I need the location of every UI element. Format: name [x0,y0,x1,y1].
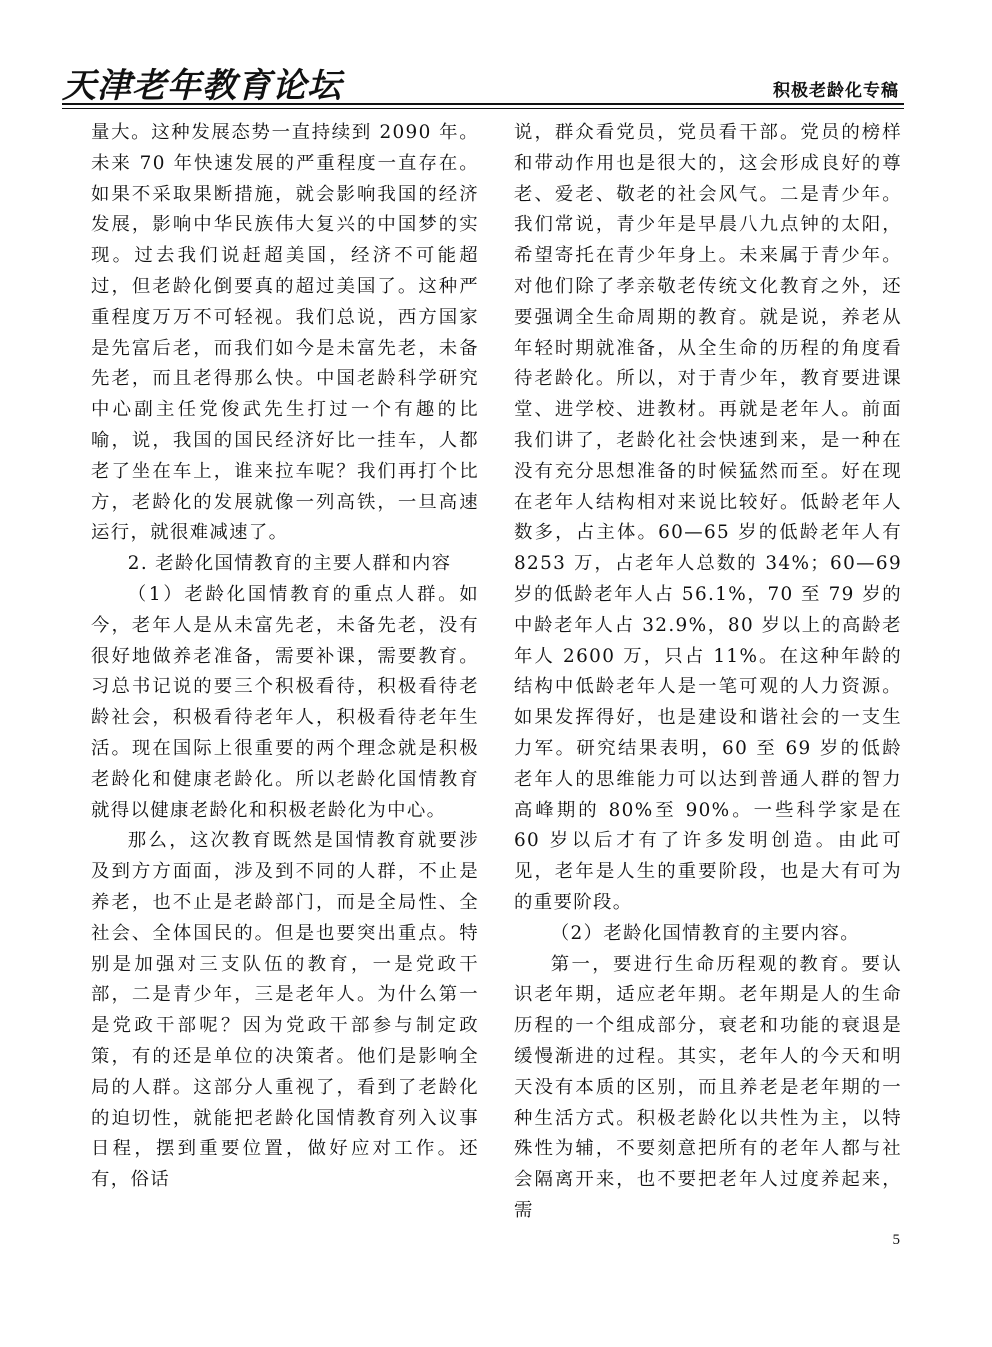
subsection-heading: （2）老龄化国情教育的主要内容。 [550,922,860,944]
paragraph: （1）老龄化国情教育的重点人群。如今，老年人是从未富先老，未备先老，没有很好地做养老准备，需要补课，需要教育。习总书记说的要三个积极看待，积极看待老龄社会，积极看待老年人，积极看待老年生活。现在国际上很重要的两个理念就是积极老龄化和健康老龄化。所以老龄化国情教育就得以健康老龄化和积极老龄化为中心。 [91,583,479,821]
paragraph: 量大。这种发展态势一直持续到 2090 年。未来 70 年快速发展的严重程度一直存在。如果不采取果断措施，就会影响我国的经济发展，影响中华民族伟大复兴的中国梦的实现。过去我们说赶超美国，经济不可能超过，但老龄化倒要真的超过美国了。这种严重程度万万不可轻视。我们总说，西方国家是先富后老，而我们如今是未富先老，未备先老，而且老得那么快。中国老龄科学研究中心副主任党俊武先生打过一个有趣的比喻，说，我国的国民经济好比一挂车，人都老了坐在车上，谁来拉车呢？我们再打个比方，老龄化的发展就像一列高铁，一旦高速运行，就很难减速了。 [91,122,479,544]
section-heading: 2. 老龄化国情教育的主要人群和内容 [127,553,452,575]
header-rule [62,103,904,105]
journal-title: 天津老年教育论坛 [62,66,342,106]
paragraph: 说，群众看党员，党员看干部。党员的榜样和带动作用也是很大的，这会形成良好的尊老、爱老、敬老的社会风气。二是青少年。我们常说，青少年是早晨八九点钟的太阳，希望寄托在青少年身上。未来属于青少年。对他们除了孝亲敬老传统文化教育之外，还要强调全生命周期的教育。就是说，养老从年轻时期就准备，从全生命的历程的角度看待老龄化。所以，对于青少年，教育要进课堂、进学校、进教材。再就是老年人。前面我们讲了，老龄化社会快速到来，是一种在没有充分思想准备的时候猛然而至。好在现在老年人结构相对来说比较好。低龄老年人数多，占主体。60—65 岁的低龄老年人有 8253 万，占老年人总数的 34%；60—69 岁的低龄老年人占 56.1%，70 至 79 岁的中龄老年人占 32.9%，80 岁以上的高龄老年人 2600 万，只占 11%。在这种年龄的结构中低龄老年人是一笔可观的人力资源。如果发挥得好，也是建设和谐社会的一支生力军。研究结果表明，60 至 69 岁的低龄老年人的思维能力可以达到普通人群的智力高峰期的 80%至 90%。一些科学家是在 60 岁以后才有了许多发明创造。由此可见，老年是人生的重要阶段，也是大有可为的重要阶段。 [514,122,902,913]
header-rule-thin [62,108,904,109]
page-number: 5 [892,1232,900,1248]
section-title: 积极老龄化专稿 [773,81,899,101]
left-column [91,118,479,1196]
paragraph: 第一，要进行生命历程观的教育。要认识老年期，适应老年期。老年期是人的生命历程的一个组成部分，衰老和功能的衰退是缓慢渐进的过程。其实，老年人的今天和明天没有本质的区别，而且养老是老年期的一种生活方式。积极老龄化以共性为主，以特殊性为辅，不要刻意把所有的老年人都与社会隔离开来，也不要把老年人过度养起来，需 [514,953,902,1221]
right-column [514,118,902,1227]
paragraph: 那么，这次教育既然是国情教育就要涉及到方方面面，涉及到不同的人群，不止是养老，也不止是老龄部门，而是全局性、全社会、全体国民的。但是也要突出重点。特别是加强对三支队伍的教育，一是党政干部，二是青少年，三是老年人。为什么第一是党政干部呢？因为党政干部参与制定政策，有的还是单位的决策者。他们是影响全局的人群。这部分人重视了，看到了老龄化的迫切性，就能把老龄化国情教育列入议事日程，摆到重要位置，做好应对工作。还有，俗话 [91,830,479,1191]
